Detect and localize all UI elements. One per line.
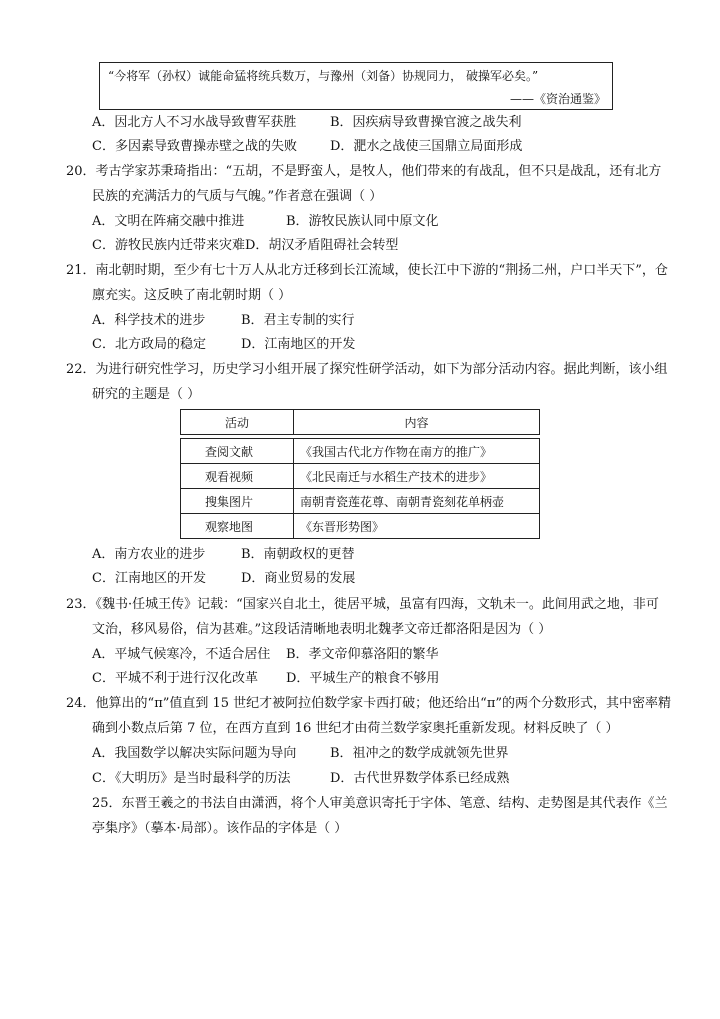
q23-stem-line2: 文治，移风易俗，信为甚难。”这段话清晰地表明北魏孝文帝迁都洛阳是因为（ ） — [92, 622, 552, 637]
activity-table — [180, 409, 540, 539]
q23-option-b: B．孝文帝仰慕洛阳的繁华 — [286, 647, 439, 662]
q22-option-a: A．南方农业的进步 — [92, 547, 206, 562]
quote-text: “今将军（孙权）诚能命猛将统兵数万，与豫州（刘备）协规同力， 破操军必矣。” — [108, 69, 539, 83]
q25-stem-line2: 亭集序》（摹本·局部）。该作品的字体是（ ） — [92, 821, 348, 836]
q22-stem-line2: 研究的主题是（ ） — [92, 387, 201, 402]
table-cell-activity: 搜集图片 — [181, 489, 294, 514]
q20-option-cd: C．游牧民族内迁带来灾难D．胡汉矛盾阻碍社会转型 — [92, 238, 399, 253]
q20-option-a: A．文明在阵痛交融中推进 — [92, 214, 245, 229]
q20-option-b: B．游牧民族认同中原文化 — [286, 214, 439, 229]
q22-stem-line1: 22．为进行研究性学习，历史学习小组开展了探究性研学活动，如下为部分活动内容。据此判断，该小组 — [66, 362, 668, 377]
q22-option-c: C．江南地区的开发 — [92, 571, 206, 586]
q24-option-d: D．古代世界数学体系已经成熟 — [330, 771, 510, 786]
table-row — [181, 489, 540, 514]
table-row — [181, 464, 540, 489]
q21-option-d: D．江南地区的开发 — [241, 337, 356, 352]
q23-option-a: A．平城气候寒冷，不适合居住 — [92, 647, 271, 662]
q19-option-d: D．淝水之战使三国鼎立局面形成 — [330, 139, 523, 154]
table-cell-activity: 观察地图 — [181, 514, 294, 539]
table-cell-content: 《东晋形势图》 — [294, 514, 540, 539]
q21-stem-line1: 21．南北朝时期，至少有七十万人从北方迁移到长江流域，使长江中下游的“荆扬二州，户口半天下”，仓 — [66, 263, 668, 278]
q24-option-c: C．《大明历》是当时最科学的历法 — [92, 771, 291, 786]
q19-option-b: B．因疾病导致曹操官渡之战失利 — [330, 115, 522, 130]
q25-stem-line1: 25．东晋王羲之的书法自由潇洒，将个人审美意识寄托于字体、笔意、结构、走势图是其代表作《兰 — [92, 796, 668, 811]
quote-box — [99, 62, 613, 110]
table-cell-activity: 观看视频 — [181, 464, 294, 489]
q24-option-a: A．我国数学以解决实际问题为导向 — [92, 746, 297, 761]
q21-stem-line2: 廪充实。这反映了南北朝时期（ ） — [92, 288, 292, 303]
table-row — [181, 439, 540, 464]
q24-option-b: B．祖冲之的数学成就领先世界 — [330, 746, 509, 761]
table-cell-content: 《北民南迁与水稻生产技术的进步》 — [294, 464, 540, 489]
table-cell-activity: 查阅文献 — [181, 439, 294, 464]
q21-option-c: C．北方政局的稳定 — [92, 337, 206, 352]
q24-stem-line2: 确到小数点后第 7 位，在西方直到 16 世纪才由荷兰数学家奥托重新发现。材料反映了（ ） — [92, 721, 619, 736]
q19-option-a: A．因北方人不习水战导致曹军获胜 — [92, 115, 297, 130]
table-header-row — [181, 410, 540, 435]
table-header-content: 内容 — [294, 410, 540, 435]
q23-option-d: D．平城生产的粮食不够用 — [286, 671, 440, 686]
q23-option-c: C．平城不利于进行汉化改革 — [92, 671, 258, 686]
table-cell-content: 南朝青瓷莲花尊、南朝青瓷刻花单柄壶 — [294, 489, 540, 514]
q24-stem-line1: 24．他算出的“π”值直到 15 世纪才被阿拉伯数学家卡西打破；他还给出“π”的两个分数形式，其中密率精 — [66, 696, 672, 711]
table-cell-content: 《我国古代北方作物在南方的推广》 — [294, 439, 540, 464]
table-row — [181, 514, 540, 539]
q19-option-c: C．多因素导致曹操赤壁之战的失败 — [92, 139, 297, 154]
q21-option-b: B．君主专制的实行 — [241, 313, 355, 328]
quote-source: ——《资治通鉴》 — [509, 92, 606, 106]
q22-option-d: D．商业贸易的发展 — [241, 571, 356, 586]
q20-stem-line2: 民族的充满活力的气质与气魄。”作者意在强调（ ） — [92, 189, 383, 204]
q23-stem-line1: 23．《魏书·任城王传》记载：“国家兴自北土，徙居平城，虽富有四海，文轨未一。此间用武之地，非可 — [66, 597, 659, 612]
q20-stem-line1: 20．考古学家苏秉琦指出：“五胡，不是野蛮人，是牧人，他们带来的有战乱，但不只是战乱，还有北方 — [66, 164, 662, 179]
table-header-activity: 活动 — [181, 410, 294, 435]
q22-option-b: B．南朝政权的更替 — [241, 547, 355, 562]
q21-option-a: A．科学技术的进步 — [92, 313, 206, 328]
